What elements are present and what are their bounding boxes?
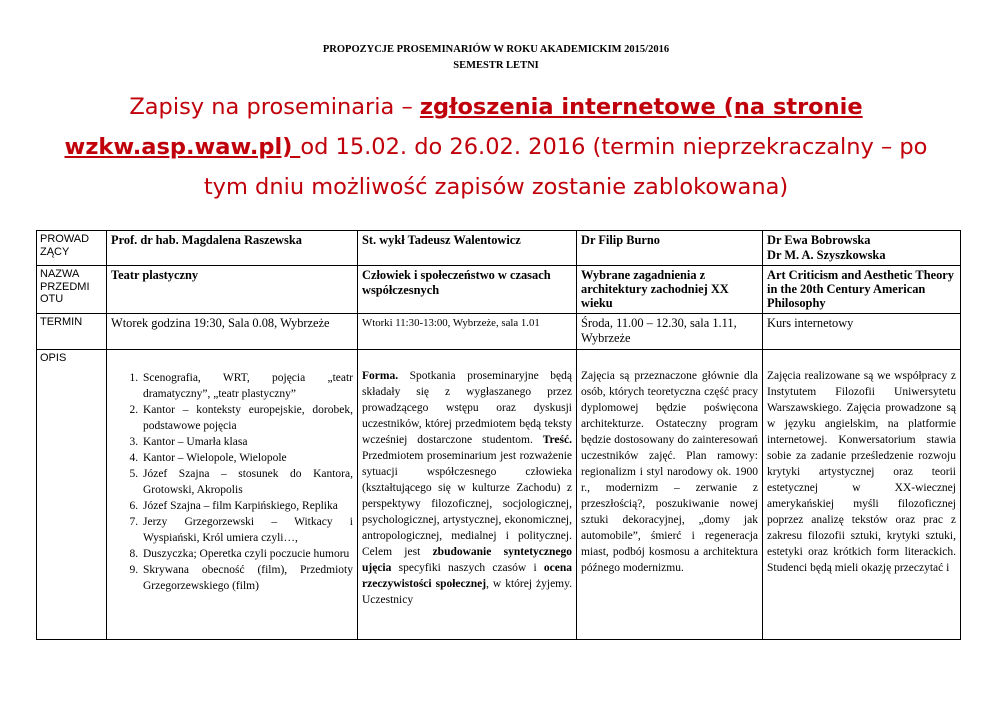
label-prowadzacy: PROWAD ZĄCY — [37, 231, 107, 266]
term-col3: Środa, 11.00 – 12.30, sala 1.11, Wybrzeże — [577, 314, 763, 350]
list-item: 9. Skrywana obecność (film), Przedmioty Grzegorzewskiego (film) — [141, 562, 353, 594]
course-col3: Wybrane zagadnienia z architektury zachodniej XX wieku — [577, 266, 763, 314]
topic-list — [111, 370, 353, 594]
course-col1: Teatr plastyczny — [107, 266, 358, 314]
row-course — [37, 266, 961, 314]
seminar-table — [36, 230, 961, 640]
enrollment-banner-line-2: wzkw.asp.waw.pl) od 15.02. do 26.02. 2016 (termin nieprzekraczalny – po — [64, 134, 928, 160]
term-col2: Wtorki 11:30-13:00, Wybrzeże, sala 1.01 — [358, 314, 577, 350]
banner-link-text: zgłoszenia internetowe (na stronie — [419, 94, 863, 120]
enrollment-banner-line-3: tym dniu możliwość zapisów zostanie zablokowana) — [203, 174, 789, 200]
description-col1 — [107, 350, 358, 640]
teacher-col1: Prof. dr hab. Magdalena Raszewska — [107, 231, 358, 266]
term-col4: Kurs internetowy — [763, 314, 961, 350]
description-col2: Forma. Spotkania proseminaryjne będą składały się z wygłaszanego przez prowadzącego wstępu oraz dyskusji uczestników, której przedmiotem będą teksty wcześniej dostarczone studentom. Treść. Przedmiotem proseminarium jest rozważenie sytuacji współczesnego człowieka (kształtującego się w kulturze Zachodu) z perspektywy filozoficznej, socjologicznej, psychologicznej, artystycznej, ekonomicznej, antropologicznej, medialnej i politycznej. Celem jest zbudowanie syntetycznego ujęcia specyfiki naszych czasów i ocena rzeczywistości społecznej, w której żyjemy. Uczestnicy — [358, 350, 577, 640]
course-col4: Art Criticism and Aesthetic Theory in the 20th Century American Philosophy — [763, 266, 961, 314]
teacher-col3: Dr Filip Burno — [577, 231, 763, 266]
banner-url-link[interactable]: wzkw.asp.waw.pl) — [64, 134, 301, 160]
label-nazwa: NAZWA PRZEDMI OTU — [37, 266, 107, 314]
list-item: 1. Scenografia, WRT, pojęcia „teatr dramatyczny”, „teatr plastyczny” — [141, 370, 353, 402]
row-description — [37, 350, 961, 640]
teacher-col4: Dr Ewa Bobrowska Dr M. A. Szyszkowska — [763, 231, 961, 266]
list-item: 2. Kantor – konteksty europejskie, dorobek, podstawowe pojęcia — [141, 402, 353, 434]
teacher-col2: St. wykł Tadeusz Walentowicz — [358, 231, 577, 266]
document-title: PROPOZYCJE PROSEMINARIÓW W ROKU AKADEMICKIM 2015/2016 — [322, 44, 670, 55]
label-opis: OPIS — [37, 350, 107, 640]
course-col2: Człowiek i społeczeństwo w czasach współczesnych — [358, 266, 577, 314]
list-item: 7. Jerzy Grzegorzewski – Witkacy i Wyspiański, Król umiera czyli…, — [141, 514, 353, 546]
enrollment-banner-line-1: Zapisy na proseminaria – zgłoszenia internetowe (na stronie — [129, 94, 863, 120]
list-item: 3. Kantor – Umarła klasa — [141, 434, 353, 450]
list-item: 5. Józef Szajna – stosunek do Kantora, Grotowski, Akropolis — [141, 466, 353, 498]
document-subtitle: SEMESTR LETNI — [453, 60, 539, 71]
description-col4: Zajęcia realizowane są we współpracy z Instytutem Filozofii Uniwersytetu Warszawskiego. Zajęcia prowadzone są w języku angielskim, na platformie internetowej. Konwersatorium stawia sobie za zadanie prześledzenie rozwoju krytyki artystycznej oraz teorii estetycznej w XX-wiecznej amerykańskiej myśli filozoficznej poprzez analizę tekstów oraz prac z zakresu filozofii sztuki, krytyki sztuki, estetyki oraz krótkich form literackich. Studenci będą mieli okazję przeczytać i — [763, 350, 961, 640]
term-col1: Wtorek godzina 19:30, Sala 0.08, Wybrzeże — [107, 314, 358, 350]
label-termin: TERMIN — [37, 314, 107, 350]
row-term — [37, 314, 961, 350]
row-teacher — [37, 231, 961, 266]
list-item: 8. Duszyczka; Operetka czyli poczucie humoru — [141, 546, 353, 562]
list-item: 6. Józef Szajna – film Karpińskiego, Replika — [141, 498, 353, 514]
description-col3: Zajęcia są przeznaczone głównie dla osób, których teoretyczna część pracy dyplomowej będzie poświęcona architekturze. Ostateczny program będzie dostosowany do zainteresowań uczestników zajęć. Plan ramowy: regionalizm i styl narodowy ok. 1900 r., modernizm – zerwanie z przeszłością?, poszukiwanie nowej sztuki dekoracyjnej, „domy jak automobile”, śmierć i regeneracja miast, podbój kosmosu a architektura późnego modernizmu. — [577, 350, 763, 640]
list-item: 4. Kantor – Wielopole, Wielopole — [141, 450, 353, 466]
